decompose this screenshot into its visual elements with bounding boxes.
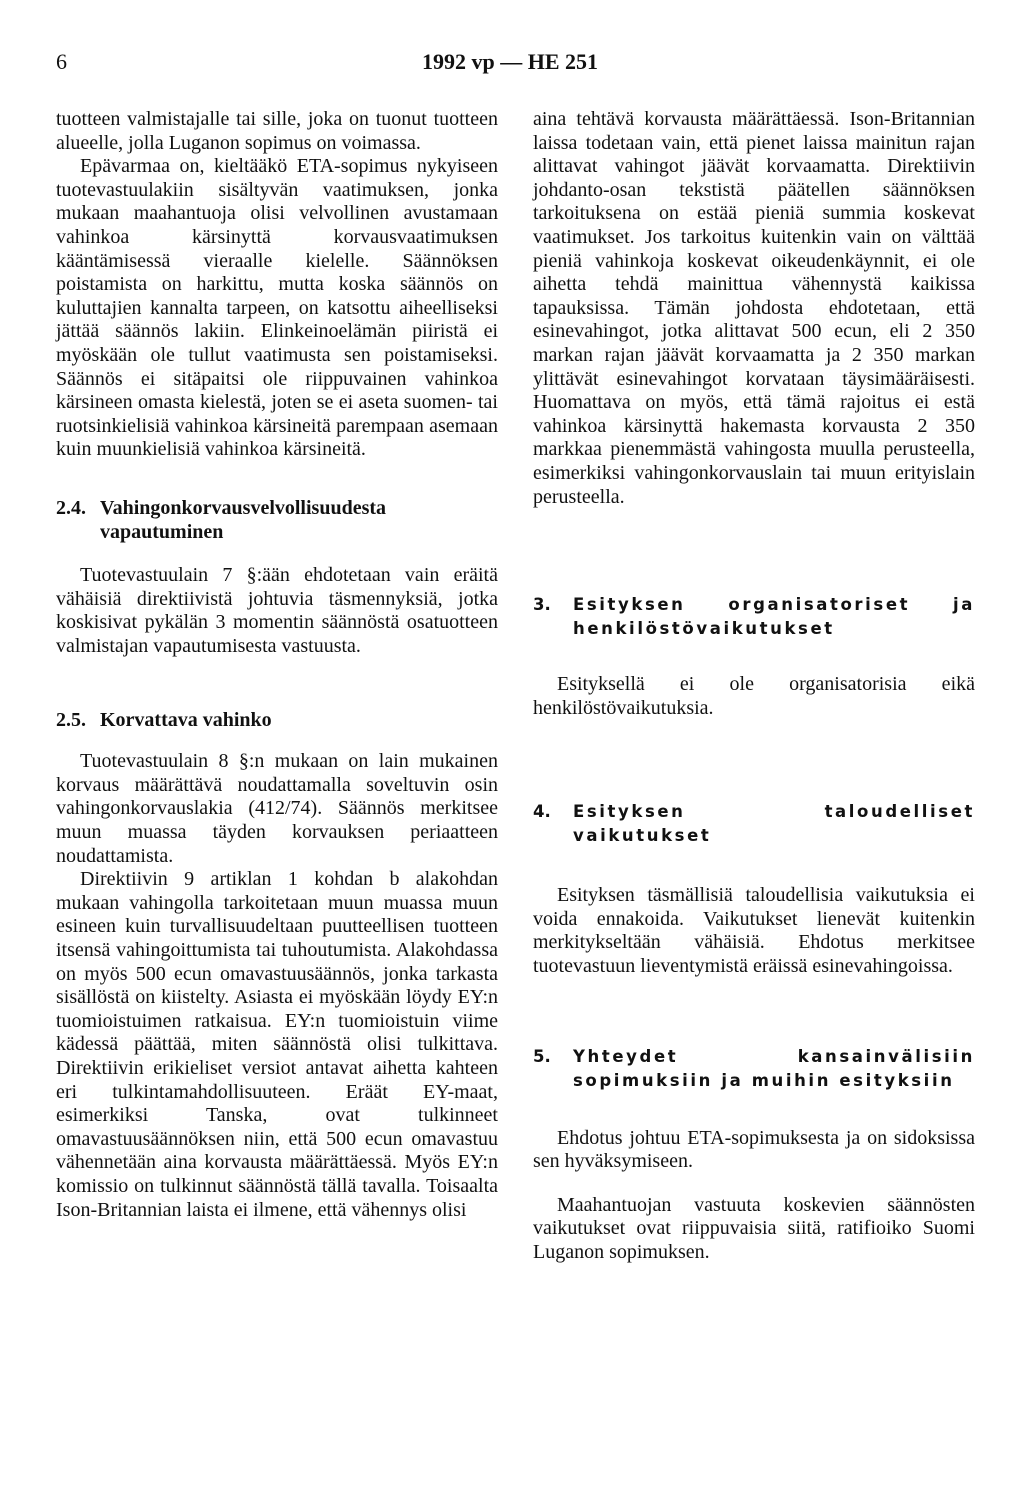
paragraph: Epävarmaa on, kieltääkö ETA-sopimus nykyiseen tuotevastuulakiin sisältyvän vaatimuksen, jonka mukaan maahantuoja olisi velvollinen avustamaan vahinkoa kärsinyttä korvausvaatimuksen kääntämisessä vieraalle kielelle. Säännöksen poistamista on harkittu, mutta koska säännös on kuluttajien kannalta tarpeen, on katsottu aiheelliseksi jättää säännös lakiin. Elinkeinoelämän piiristä ei myöskään ole tullut vaatimusta sen poistamiseksi. Säännös ei sitäpaitsi ole riippuvainen vahinkoa kärsineen omasta kielestä, joten se ei aseta suomen- tai ruotsinkielisiä vahinkoa kärsineitä parempaan asemaan kuin muunkielisiä vahinkoa kärsineitä. [56, 155, 498, 461]
section-number: 2.4. [56, 496, 86, 519]
section-number: 4. [533, 802, 551, 822]
section-number: 5. [533, 1046, 551, 1066]
right-column [533, 108, 975, 1265]
section-title: Yhteydet kansainvälisiin sopimuksiin ja muihin esityksiin [573, 1046, 975, 1090]
paragraph: Tuotevastuulain 7 §:ään ehdotetaan vain eräitä vähäisiä direktiivistä johtuvia täsmennyksiä, jotka koskisivat pykälän 3 momentin säännöstä osatuotteen valmistajan vapautumisesta vastuusta. [56, 563, 498, 657]
paragraph: Esityksen täsmällisiä taloudellisia vaikutuksia ei voida ennakoida. Vaikutukset lienevät kuitenkin merkitykseltään vähäisiä. Ehdotus merkitsee tuotevastuun lieventymistä eräissä esinevahingoissa. [533, 884, 975, 978]
section-title: Esityksen organisatoriset ja henkilöstövaikutukset [573, 595, 975, 639]
section-title: Esityksen taloudelliset vaikutukset [573, 802, 975, 846]
page-number: 6 [56, 49, 67, 74]
paragraph: tuotteen valmistajalle tai sille, joka on tuonut tuotteen alueelle, jolla Luganon sopimus on voimassa. [56, 108, 498, 154]
section-heading-5 [533, 1045, 975, 1093]
paragraph: Tuotevastuulain 8 §:n mukaan on lain mukainen korvaus määrättävä noudattamalla soveltuvin osin vahingonkorvauslakia (412/74). Säännös merkitsee muun muassa täyden korvauksen periaatteen noudattamista. [56, 750, 498, 867]
section-number: 3. [533, 595, 551, 615]
section-number: 2.5. [56, 709, 86, 732]
section-title: Vahingonkorvausvelvollisuudesta vapautuminen [100, 496, 387, 543]
section-heading-2-4 [56, 496, 498, 544]
paragraph: Esityksellä ei ole organisatorisia eikä henkilöstövaikutuksia. [533, 673, 975, 719]
running-head: 1992 vp — HE 251 [421, 49, 599, 74]
paragraph: Direktiivin 9 artiklan 1 kohdan b alakohdan mukaan vahingolla tarkoitetaan muun muassa muun esineen kuin turvallisuudeltaan puutteellisen tuotteen itsensä vahingoittumista tai tuhoutumista. Alakohdassa on myös 500 ecun omavastuusäännös, jonka tarkasta sisällöstä on kiistelty. Asiasta ei myöskään löydy EY:n tuomioistuimen ratkaisua. EY:n tuomioistuin viime kädessä päättää, miten säännöstä olisi tulkittava. Direktiivin erikieliset versiot antavat aihetta kahteen eri tulkintamahdollisuuteen. Eräät EY-maat, esimerkiksi Tanska, ovat tulkinneet omavastuusäännöksen niin, että 500 ecun omavastuu vähennetään aina korvausta määrättäessä. Myös EY:n komissio on tulkinnut säännöstä tällä tavalla. Toisaalta Ison-Britannian laista ei ilmene, että vähennys olisi [56, 868, 498, 1221]
left-column [56, 108, 498, 1222]
section-heading-4 [533, 800, 975, 848]
paragraph: Ehdotus johtuu ETA-sopimuksesta ja on sidoksissa sen hyväksymiseen. [533, 1126, 975, 1173]
paragraph: Maahantuojan vastuuta koskevien säännösten vaikutukset ovat riippuvaisia siitä, ratifioiko Suomi Luganon sopimuksen. [533, 1193, 975, 1264]
section-title: Korvattava vahinko [100, 709, 272, 732]
paragraph: aina tehtävä korvausta määrättäessä. Ison-Britannian laissa todetaan vain, että pienet laissa mainitun rajan alittavat vahingot jäävät korvaamatta. Direktiivin johdanto-osan tekstistä päätellen säännöksen tarkoituksena on estää pieniä summia koskevat vaatimukset. Jos tarkoitus kuitenkin vain on välttää pieniä vahinkoja koskevat oikeudenkäynnit, ei ole aihetta tehdä mainittua vähennystä kaikissa tapauksissa. Tämän johdosta ehdotetaan, että esinevahingot, jotka alittavat 500 ecun, eli 2 350 markan rajan jäävät korvaamatta ja 2 350 markan ylittävät esinevahingot korvataan täysimääräisesti. Huomattava on myös, että tämä rajoitus ei estä vahinkoa kärsinyttä hakemasta korvausta 2 350 markkaa pienemmästä vahingosta muulla perusteella, esimerkiksi vahingonkorvauslain tai muun erityislain perusteella. [533, 108, 975, 508]
section-heading-3 [533, 593, 975, 641]
section-heading-2-5 [56, 708, 498, 732]
